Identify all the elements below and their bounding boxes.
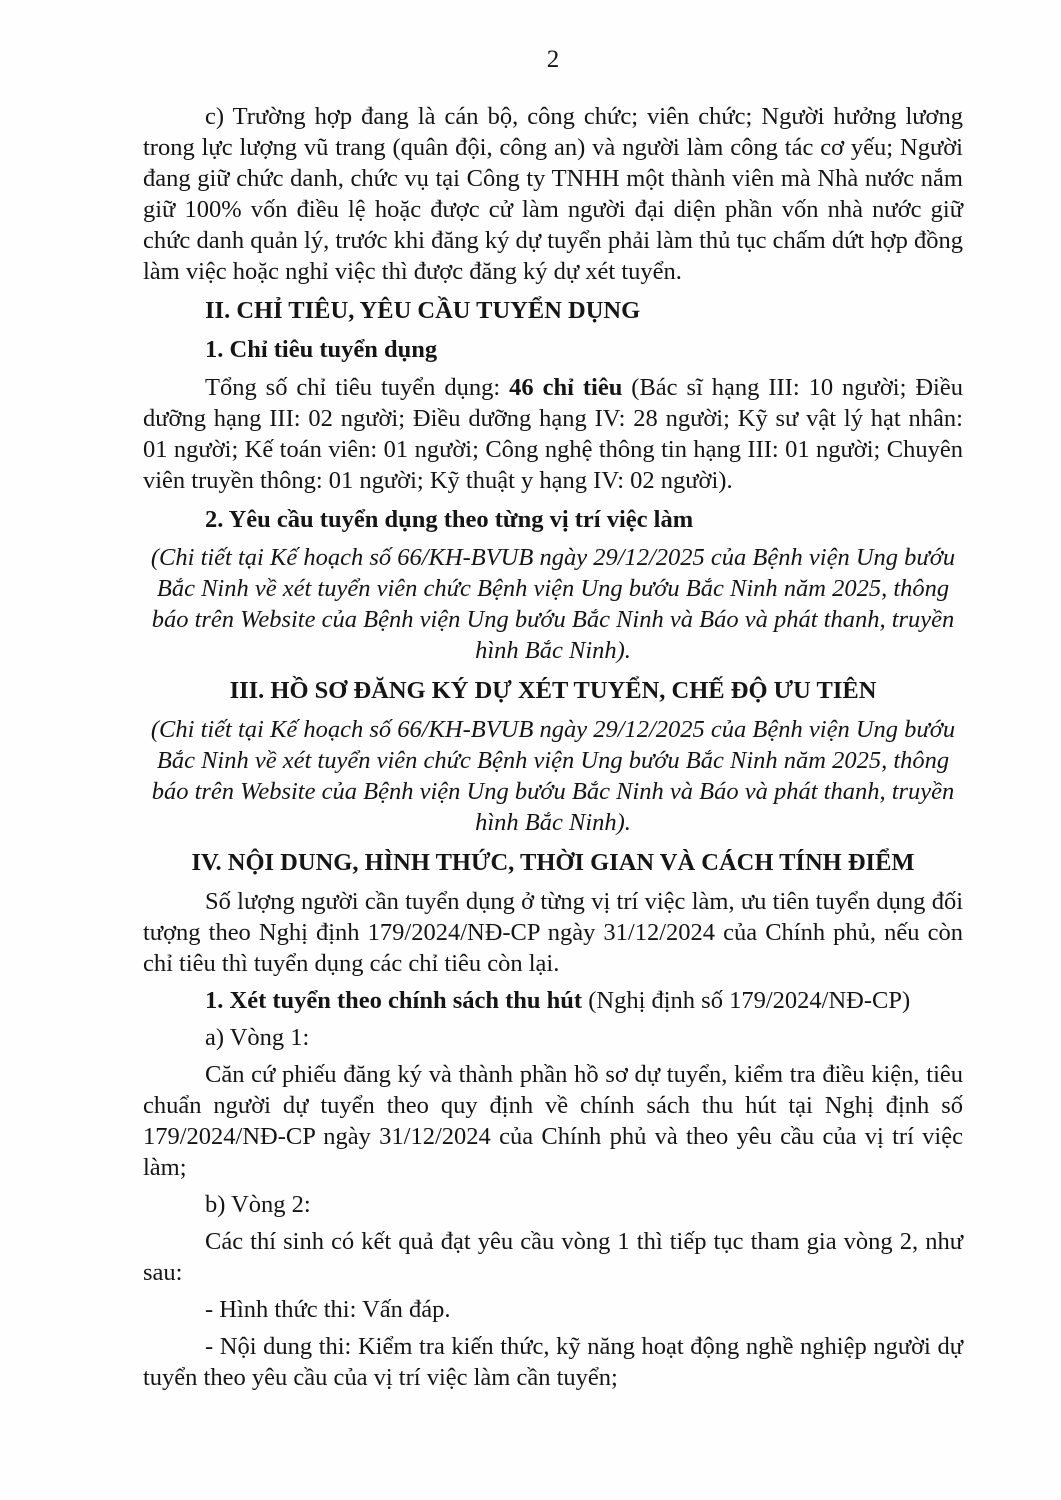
paragraph-round-2: Các thí sinh có kết quả đạt yêu cầu vòng 1 thì tiếp tục tham gia vòng 2, như sau: — [143, 1228, 963, 1286]
detail-note-section-ii: (Chi tiết tại Kế hoạch số 66/KH-BVUB ngày 29/12/2025 của Bệnh viện Ung bướu Bắc Ninh về xét tuyển viên chức Bệnh viện Ung bướu Bắc Ninh năm 2025, thông báo trên Website của Bệnh viện Ung bướu Bắc Ninh và Báo và phát thanh, truyền hình Bắc Ninh). — [150, 544, 956, 664]
section-heading-iv: IV. NỘI DUNG, HÌNH THỨC, THỜI GIAN VÀ CÁCH TÍNH ĐIỂM — [191, 849, 915, 876]
quota-breakdown-text: (Bác sĩ hạng III: 10 người; Điều dưỡng hạng III: 02 người; Điều dưỡng hạng IV: 28 người; Kỹ sư vật lý hạt nhân: 01 người; Kế toán viên: 01 người; Công nghệ thông tin hạng III: 01 người; Chuyên viên truyền thông: 01 người; Kỹ thuật y hạng IV: 02 người). — [143, 374, 963, 494]
section-heading-iii: III. HỒ SƠ ĐĂNG KÝ DỰ XÉT TUYỂN, CHẾ ĐỘ ƯU TIÊN — [229, 677, 877, 704]
round-2-label: b) Vòng 2: — [205, 1191, 311, 1218]
paragraph-iv-intro: Số lượng người cần tuyển dụng ở từng vị trí việc làm, ưu tiên tuyển dụng đối tượng theo Nghị định 179/2024/NĐ-CP ngày 31/12/2024 của Chính phủ, nếu còn chỉ tiêu thì tuyển dụng các chỉ tiêu còn lại. — [143, 888, 963, 977]
exam-format-line: - Hình thức thi: Vấn đáp. — [205, 1296, 451, 1323]
subsection-iv-1-decree-text: (Nghị định số 179/2024/NĐ-CP) — [582, 987, 911, 1014]
page-number: 2 — [546, 46, 560, 73]
exam-content-paragraph: - Nội dung thi: Kiểm tra kiến thức, kỹ năng hoạt động nghề nghiệp người dự tuyển theo yêu cầu của vị trí việc làm cần tuyển; — [143, 1333, 963, 1391]
subsection-heading-ii-1: 1. Chỉ tiêu tuyển dụng — [205, 336, 438, 363]
subsection-heading-iv-1 — [143, 985, 963, 1016]
paragraph-round-1: Căn cứ phiếu đăng ký và thành phần hồ sơ dự tuyển, kiểm tra điều kiện, tiêu chuẩn người dự tuyển theo quy định về chính sách thu hút tại Nghị định số 179/2024/NĐ-CP ngày 31/12/2024 của Chính phủ và theo yêu cầu của vị trí việc làm; — [143, 1061, 963, 1181]
subsection-iv-1-bold-text: 1. Xét tuyển theo chính sách thu hút — [205, 987, 583, 1014]
section-heading-ii: II. CHỈ TIÊU, YÊU CẦU TUYỂN DỤNG — [205, 297, 641, 324]
paragraph-item-c: c) Trường hợp đang là cán bộ, công chức; viên chức; Người hưởng lương trong lực lượng vũ trang (quân đội, công an) và người làm công tác cơ yếu; Người đang giữ chức danh, chức vụ tại Công ty TNHH một thành viên mà Nhà nước nắm giữ 100% vốn điều lệ hoặc được cử làm người đại diện phần vốn nhà nước giữ chức danh quản lý, trước khi đăng ký dự tuyển phải làm thủ tục chấm dứt hợp đồng làm việc hoặc nghỉ việc thì được đăng ký dự xét tuyển. — [143, 103, 963, 285]
subsection-heading-ii-2: 2. Yêu cầu tuyển dụng theo từng vị trí việc làm — [205, 506, 694, 533]
detail-note-section-iii: (Chi tiết tại Kế hoạch số 66/KH-BVUB ngày 29/12/2025 của Bệnh viện Ung bướu Bắc Ninh về xét tuyển viên chức Bệnh viện Ung bướu Bắc Ninh năm 2025, thông báo trên Website của Bệnh viện Ung bướu Bắc Ninh và Báo và phát thanh, truyền hình Bắc Ninh). — [150, 716, 956, 836]
round-1-label: a) Vòng 1: — [205, 1024, 310, 1051]
quota-total-bold: 46 chỉ tiêu — [509, 374, 623, 401]
paragraph-quota — [143, 372, 963, 496]
quota-prefix-text: Tổng số chỉ tiêu tuyển dụng: — [205, 374, 510, 401]
